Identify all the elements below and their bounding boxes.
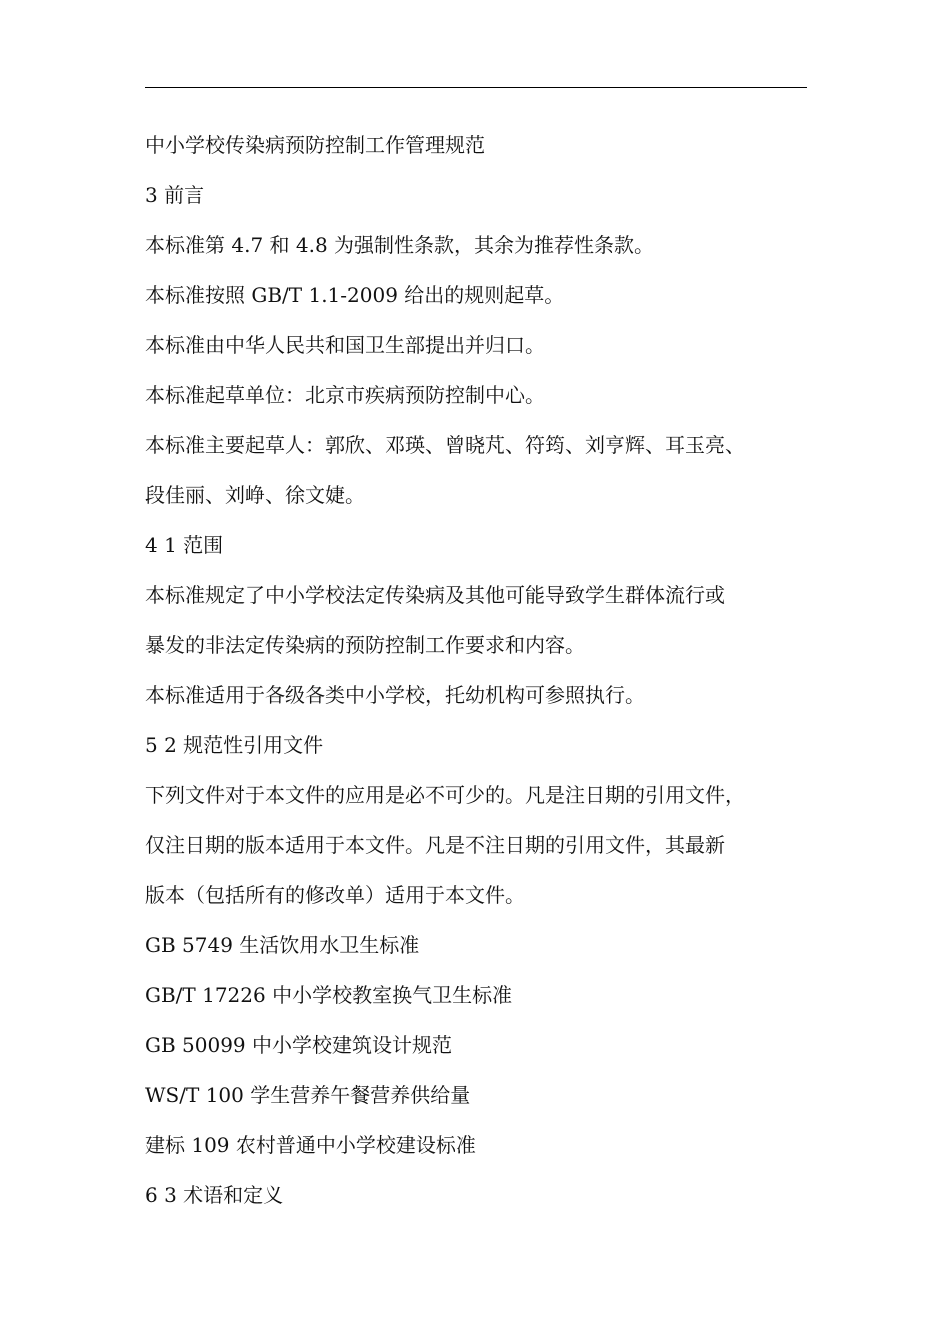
- document-body: [145, 133, 825, 1233]
- paragraph: 下列文件对于本文件的应用是必不可少的。凡是注日期的引用文件，: [145, 783, 745, 807]
- paragraph: 仅注日期的版本适用于本文件。凡是不注日期的引用文件，其最新: [145, 833, 725, 857]
- reference-item: WS/T 100 学生营养午餐营养供给量: [145, 1083, 471, 1107]
- reference-item: GB 50099 中小学校建筑设计规范: [145, 1033, 453, 1057]
- header-rule: [145, 87, 807, 88]
- reference-item: 建标 109 农村普通中小学校建设标准: [145, 1133, 476, 1157]
- paragraph: 本标准适用于各级各类中小学校，托幼机构可参照执行。: [145, 683, 645, 707]
- paragraph: 版本（包括所有的修改单）适用于本文件。: [145, 883, 525, 907]
- reference-item: GB 5749 生活饮用水卫生标准: [145, 933, 420, 957]
- paragraph: 本标准按照 GB/T 1.1-2009 给出的规则起草。: [145, 283, 565, 307]
- reference-item: GB/T 17226 中小学校教室换气卫生标准: [145, 983, 513, 1007]
- paragraph: 本标准规定了中小学校法定传染病及其他可能导致学生群体流行或: [145, 583, 725, 607]
- section-heading-normative-references: 5 2 规范性引用文件: [145, 733, 324, 757]
- paragraph: 暴发的非法定传染病的预防控制工作要求和内容。: [145, 633, 585, 657]
- paragraph: 段佳丽、刘峥、徐文婕。: [145, 483, 365, 507]
- paragraph: 本标准由中华人民共和国卫生部提出并归口。: [145, 333, 545, 357]
- section-heading-scope: 4 1 范围: [145, 533, 224, 557]
- paragraph: 本标准起草单位：北京市疾病预防控制中心。: [145, 383, 545, 407]
- paragraph: 本标准第 4.7 和 4.8 为强制性条款，其余为推荐性条款。: [145, 233, 655, 257]
- section-heading-terms-definitions: 6 3 术语和定义: [145, 1183, 284, 1207]
- document-title: 中小学校传染病预防控制工作管理规范: [145, 133, 485, 157]
- paragraph: 本标准主要起草人：郭欣、邓瑛、曾晓芃、符筠、刘亨辉、耳玉亮、: [145, 433, 745, 457]
- section-heading-foreword: 3 前言: [145, 183, 205, 207]
